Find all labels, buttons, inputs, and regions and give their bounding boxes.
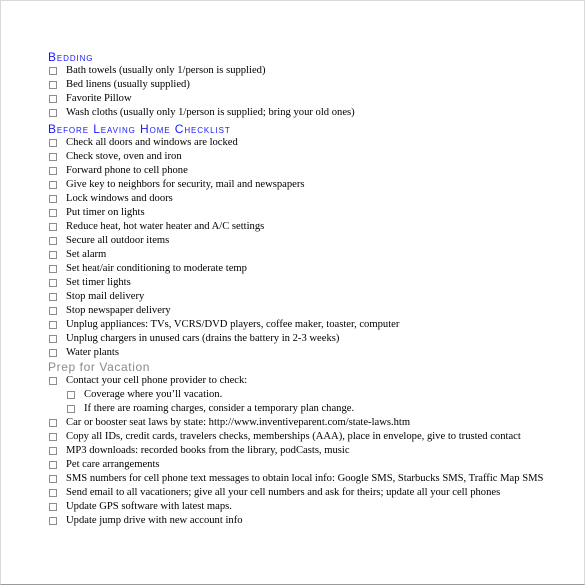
section-heading-bedding: Bedding bbox=[48, 50, 94, 64]
checklist-content bbox=[48, 50, 578, 528]
checkbox-icon[interactable] bbox=[49, 433, 57, 441]
checklist-subitem bbox=[48, 402, 578, 416]
item-label: Put timer on lights bbox=[66, 207, 145, 218]
checkbox-icon[interactable] bbox=[49, 517, 57, 525]
checklist-item bbox=[48, 472, 578, 486]
checkbox-icon[interactable] bbox=[49, 447, 57, 455]
checkbox-icon[interactable] bbox=[49, 251, 57, 259]
item-label: Bed linens (usually supplied) bbox=[66, 79, 190, 90]
checklist-item bbox=[48, 136, 578, 150]
checklist-item bbox=[48, 514, 578, 528]
checkbox-icon[interactable] bbox=[49, 377, 57, 385]
checklist-item bbox=[48, 92, 578, 106]
checkbox-icon[interactable] bbox=[49, 95, 57, 103]
item-label: SMS numbers for cell phone text messages to obtain local info: Google SMS, Starbucks SMS, Traffic Map SMS bbox=[66, 473, 544, 484]
item-label: Unplug appliances: TVs, VCRS/DVD players, coffee maker, toaster, computer bbox=[66, 319, 400, 330]
item-label: Stop mail delivery bbox=[66, 291, 145, 302]
checklist-item bbox=[48, 332, 578, 346]
item-label: Lock windows and doors bbox=[66, 193, 173, 204]
checkbox-icon[interactable] bbox=[49, 153, 57, 161]
item-label: Forward phone to cell phone bbox=[66, 165, 188, 176]
item-label: Send email to all vacationers; give all your cell numbers and ask for theirs; update all your cell phones bbox=[66, 487, 501, 498]
item-label: Set heat/air conditioning to moderate temp bbox=[66, 263, 247, 274]
checkbox-icon[interactable] bbox=[49, 139, 57, 147]
checkbox-icon[interactable] bbox=[67, 391, 75, 399]
item-label: Unplug chargers in unused cars (drains the battery in 2-3 weeks) bbox=[66, 333, 340, 344]
checklist-item bbox=[48, 416, 578, 430]
checklist-item bbox=[48, 374, 578, 388]
checklist-item bbox=[48, 192, 578, 206]
checklist-item bbox=[48, 220, 578, 234]
checkbox-icon[interactable] bbox=[49, 321, 57, 329]
checkbox-icon[interactable] bbox=[49, 265, 57, 273]
checklist-item bbox=[48, 290, 578, 304]
checkbox-icon[interactable] bbox=[49, 335, 57, 343]
item-label: Update jump drive with new account info bbox=[66, 515, 243, 526]
checkbox-icon[interactable] bbox=[49, 195, 57, 203]
checkbox-icon[interactable] bbox=[49, 67, 57, 75]
checklist-item bbox=[48, 150, 578, 164]
checklist-item bbox=[48, 346, 578, 360]
checklist-item bbox=[48, 276, 578, 290]
item-label: Pet care arrangements bbox=[66, 459, 160, 470]
checkbox-icon[interactable] bbox=[49, 349, 57, 357]
item-label: Check all doors and windows are locked bbox=[66, 137, 238, 148]
checklist-item bbox=[48, 78, 578, 92]
item-label: Contact your cell phone provider to check: bbox=[66, 375, 248, 386]
item-label: Water plants bbox=[66, 347, 119, 358]
section-heading-before-leaving-home: Before Leaving Home Checklist bbox=[48, 122, 231, 136]
checkbox-icon[interactable] bbox=[49, 293, 57, 301]
checkbox-icon[interactable] bbox=[49, 279, 57, 287]
checklist-subitem bbox=[48, 388, 578, 402]
checkbox-icon[interactable] bbox=[49, 461, 57, 469]
checkbox-icon[interactable] bbox=[49, 109, 57, 117]
checklist-item bbox=[48, 164, 578, 178]
checklist-item bbox=[48, 234, 578, 248]
checklist-item bbox=[48, 262, 578, 276]
item-label: Update GPS software with latest maps. bbox=[66, 501, 232, 512]
item-label: Bath towels (usually only 1/person is supplied) bbox=[66, 65, 266, 76]
checkbox-icon[interactable] bbox=[49, 237, 57, 245]
item-label: Wash cloths (usually only 1/person is supplied; bring your old ones) bbox=[66, 107, 355, 118]
checklist-item bbox=[48, 64, 578, 78]
item-label: Copy all IDs, credit cards, travelers checks, memberships (AAA), place in envelope, give to trusted contact bbox=[66, 431, 521, 442]
checklist-item bbox=[48, 458, 578, 472]
section-heading-prep-for-vacation: Prep for Vacation bbox=[48, 360, 151, 374]
checklist-item bbox=[48, 486, 578, 500]
item-label: Coverage where you’ll vacation. bbox=[84, 389, 223, 400]
item-label: Check stove, oven and iron bbox=[66, 151, 182, 162]
checkbox-icon[interactable] bbox=[49, 419, 57, 427]
item-label: Set alarm bbox=[66, 249, 107, 260]
item-label: Favorite Pillow bbox=[66, 93, 132, 104]
checkbox-icon[interactable] bbox=[49, 81, 57, 89]
checkbox-icon[interactable] bbox=[49, 503, 57, 511]
item-label: Car or booster seat laws by state: http://www.inventiveparent.com/state-laws.htm bbox=[66, 417, 411, 428]
checkbox-icon[interactable] bbox=[49, 223, 57, 231]
checklist-item bbox=[48, 178, 578, 192]
checkbox-icon[interactable] bbox=[49, 209, 57, 217]
checklist-item bbox=[48, 248, 578, 262]
checkbox-icon[interactable] bbox=[49, 475, 57, 483]
item-label: Stop newspaper delivery bbox=[66, 305, 171, 316]
item-label: Secure all outdoor items bbox=[66, 235, 170, 246]
checklist-item bbox=[48, 430, 578, 444]
checklist-item bbox=[48, 106, 578, 120]
checklist-item bbox=[48, 444, 578, 458]
checkbox-icon[interactable] bbox=[49, 307, 57, 315]
checklist-item bbox=[48, 206, 578, 220]
checklist-item bbox=[48, 304, 578, 318]
checklist-item bbox=[48, 500, 578, 514]
item-label: Give key to neighbors for security, mail and newspapers bbox=[66, 179, 305, 190]
checkbox-icon[interactable] bbox=[49, 489, 57, 497]
checkbox-icon[interactable] bbox=[49, 167, 57, 175]
item-label: Reduce heat, hot water heater and A/C settings bbox=[66, 221, 265, 232]
item-label: MP3 downloads: recorded books from the library, podCasts, music bbox=[66, 445, 350, 456]
checkbox-icon[interactable] bbox=[49, 181, 57, 189]
item-label: Set timer lights bbox=[66, 277, 131, 288]
checklist-item bbox=[48, 318, 578, 332]
item-label: If there are roaming charges, consider a temporary plan change. bbox=[84, 403, 355, 414]
checkbox-icon[interactable] bbox=[67, 405, 75, 413]
